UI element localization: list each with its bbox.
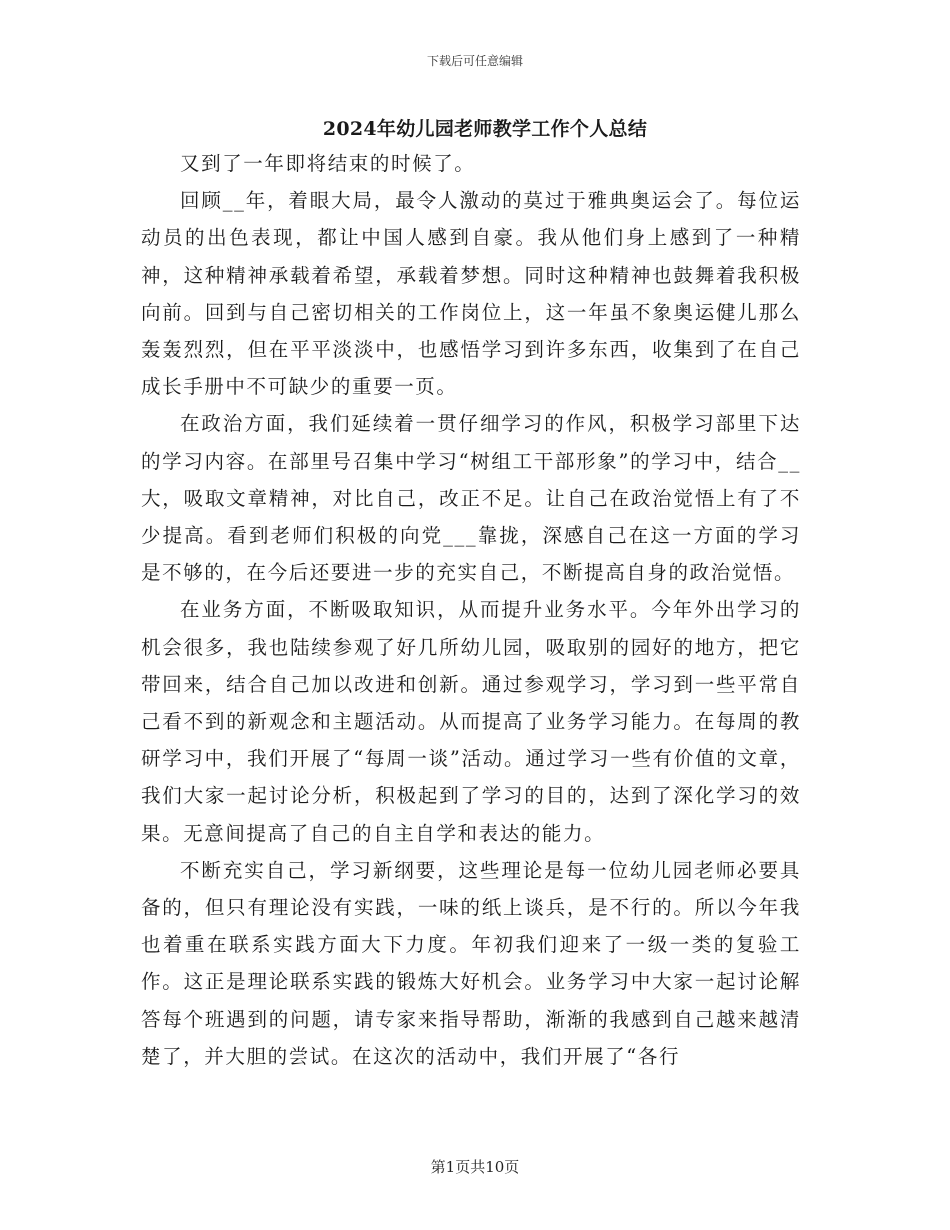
- document-body: [141, 145, 801, 1075]
- document-title: 2024年幼儿园老师教学工作个人总结: [322, 118, 648, 140]
- paragraph: 又到了一年即将结束的时候了。: [180, 152, 476, 175]
- paragraph: 在业务方面，不断吸取知识，从而提升业务水平。今年外出学习的机会很多，我也陆续参观了好几所幼儿园，吸取别的园好的地方，把它带回来，结合自己加以改进和创新。通过参观学习，学习到一些平常自己看不到的新观念和主题活动。从而提高了业务学习能力。在每周的教研学习中，我们开展了“每周一谈”活动。通过学习一些有价值的文章，我们大家一起讨论分析，积极起到了学习的目的，达到了深化学习的效果。无意间提高了自己的自主自学和表达的能力。: [141, 598, 801, 845]
- paragraph: 不断充实自己，学习新纲要，这些理论是每一位幼儿园老师必要具备的，但只有理论没有实践，一味的纸上谈兵，是不行的。所以今年我也着重在联系实践方面大下力度。年初我们迎来了一级一类的复验工作。这正是理论联系实践的锻炼大好机会。业务学习中大家一起讨论解答每个班遇到的问题，请专家来指导帮助，渐渐的我感到自己越来越清楚了，并大胆的尝试。在这次的活动中，我们开展了“各行: [141, 858, 801, 1068]
- header-note: 下载后可任意编辑: [426, 54, 523, 68]
- paragraph: 回顾__年，着眼大局，最令人激动的莫过于雅典奥运会了。每位运动员的出色表现，都让中国人感到自豪。我从他们身上感到了一种精神，这种精神承载着希望，承载着梦想。同时这种精神也鼓舞着我积极向前。回到与自己密切相关的工作岗位上，这一年虽不象奥运健儿那么轰轰烈烈，但在平平淡淡中，也感悟学习到许多东西，收集到了在自己成长手册中不可缺少的重要一页。: [141, 189, 801, 399]
- paragraph: 在政治方面，我们延续着一贯仔细学习的作风，积极学习部里下达的学习内容。在部里号召集中学习“树组工干部形象”的学习中，结合__大，吸取文章精神，对比自己，改正不足。让自己在政治觉悟上有了不少提高。看到老师们积极的向党___靠拢，深感自己在这一方面的学习是不够的，在今后还要进一步的充实自己，不断提高自身的政治觉悟。: [141, 412, 801, 585]
- page-number: 第1页共10页: [430, 1158, 520, 1176]
